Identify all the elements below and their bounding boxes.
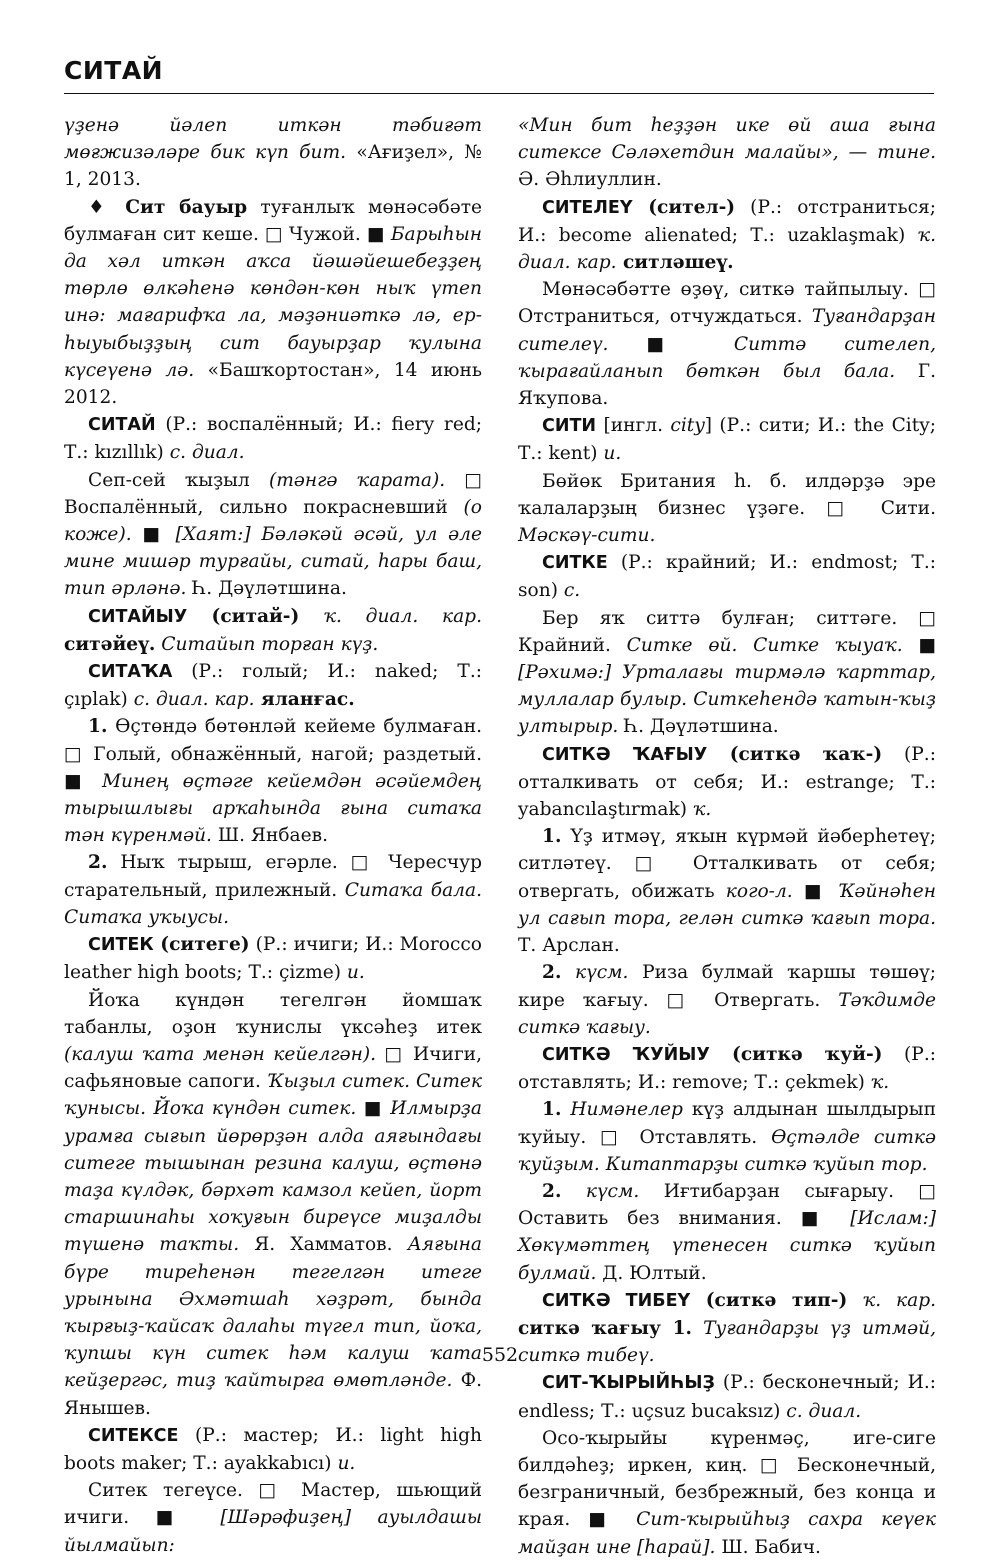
dictionary-entry	[518, 823, 936, 959]
text: ■	[356, 1098, 391, 1120]
italic-text: Тәҡдимде ситкә ҡағыу.	[518, 989, 936, 1038]
text: Һ. Дәүләтшина.	[618, 716, 779, 738]
dictionary-entry	[518, 194, 936, 277]
headword: СИТЕК	[88, 935, 154, 956]
dictionary-entry	[64, 931, 482, 986]
italic-text: и.	[346, 962, 365, 984]
italic-text: (тәнгә ҡарата).	[268, 469, 446, 491]
text: ■	[608, 333, 734, 355]
italic-text: күсм.	[561, 962, 629, 984]
bold-text: ситәйеү.	[64, 633, 156, 655]
italic-text: [Шәрәфиҙең] ауылдашы йылмайып:	[64, 1507, 483, 1556]
bold-text: (ситкә ҡуй-)	[709, 1043, 883, 1065]
headword: СИТАЙЫУ	[88, 606, 188, 627]
italic-text: Аяғына бүре тиреһенән тегелгән итеге урынына Әхмәтшаһ хәҙрәт, бында ҡырғыҙ-ҡайсаҡ далаһы түгел тип, йоҡа, ҡупшы күн ситек һәм калуш ҡата кейҙергәс, тиҙ ҡайтырға өмөтләнде.	[64, 1234, 482, 1392]
text: Мөнәсәбәтте өҙөү, ситкә тайпылыу. □ Отстраниться, отчуждаться.	[518, 279, 936, 328]
dictionary-entry	[518, 1041, 936, 1096]
italic-text: и.	[337, 1452, 356, 1474]
running-header	[64, 56, 934, 86]
italic-text: Ситтә сителеп, ҡырағайланып бөткән был бала.	[518, 333, 936, 382]
text: Ф. Янышев.	[64, 1370, 482, 1419]
text: Бер яҡ ситтә булған; ситтәге. □ Крайний.	[518, 607, 936, 656]
dictionary-entry	[518, 1425, 936, 1561]
text: Ныҡ тырыш, егәрле. □ Чересчур старательный, прилежный.	[64, 852, 482, 901]
text: ♦	[88, 196, 126, 218]
italic-text: Минең өҫтәге кейемдән әсәйемдең тырышлығы арҡаһында ғына ситаҡа тән күренмәй.	[64, 770, 482, 847]
italic-text: с. диал. кар.	[133, 689, 255, 711]
bold-text: 1.	[88, 716, 108, 738]
text: (Р.: бесконечный; И.: endless; Т.: uçsuz bucaksız)	[518, 1372, 936, 1422]
header-title: СИТАЙ	[64, 56, 164, 85]
headword: СИТ-ҠЫРЫЙҺЫҘ	[542, 1373, 715, 1394]
text: «Башҡортостан», 14 июнь 2012.	[64, 359, 482, 409]
headword: СИТКӘ ТИБЕҮ	[542, 1290, 691, 1311]
italic-text: күсм.	[561, 1180, 640, 1202]
dictionary-entry	[518, 112, 936, 194]
italic-text: [Рәхимә:] Урталағы тирмәлә ҡарттар, муллалар булыр. Ситкеһендә ҡатын-ҡыҙ ултырыр.	[518, 662, 936, 738]
bold-text: (ситкә ҡаҡ-)	[707, 743, 883, 765]
italic-text: ҡ.	[692, 799, 712, 821]
header-rule	[64, 93, 934, 94]
italic-text: кого-л.	[725, 880, 793, 902]
italic-text: Илмырҙа урамға сығып йөрөрҙән алда аяғындағы ситеге тышынан резина калуш, өҫтөнә таҙа күлдәк, бәрхәт камзол кейеп, йорт старшинаһы хоҡуғын биреүсе миҙалды түшенә таҡты.	[64, 1098, 482, 1256]
bold-text: (ситай-)	[187, 605, 324, 627]
italic-text: Нимәнелер	[561, 1099, 683, 1121]
text: Бөйөк Британия һ. б. илдәрҙә эре ҡалаларҙың бизнес үҙәге. □ Сити.	[518, 470, 936, 519]
dictionary-entry	[518, 1369, 936, 1424]
dictionary-entry	[64, 411, 482, 466]
dictionary-entry	[64, 112, 482, 194]
headword: СИТКЕ	[542, 553, 608, 574]
dictionary-entry	[64, 467, 482, 603]
bold-text: 2.	[542, 1180, 562, 1202]
text: (Р.: голый; И.: naked; Т.: çıplak)	[64, 661, 482, 711]
bold-text: 2.	[542, 962, 562, 984]
text: □ Воспалённый, сильно покрасневший	[64, 469, 483, 518]
italic-text: с. диал.	[169, 442, 245, 464]
text: Г. Яҡупова.	[518, 360, 936, 410]
dictionary-entry	[518, 741, 936, 824]
dictionary-entry	[64, 849, 482, 931]
italic-text: Сит-ҡырыйһыҙ сахра кеүек майҙан ине [һарай].	[518, 1509, 936, 1558]
headword: СИТЕКСЕ	[88, 1425, 179, 1446]
italic-text: (о коже).	[64, 496, 482, 546]
text: Иғтибарҙан сығарыу. □ Оставить без внимания. ■	[518, 1180, 936, 1230]
text: (Р.: отталкивать от себя; И.: estrange; Т.: yabancılaştırmak)	[518, 743, 936, 821]
text: Үҙ итмәү, яҡын күрмәй йәберһетеү; ситләтеү. □ Отталкивать от себя; отвергать, обижать	[518, 826, 936, 902]
bold-text: (сител-)	[632, 196, 736, 218]
italic-text: Ҡыҙыл ситек. Ситек ҡунысы. Йоҡа күндән ситек.	[64, 1071, 482, 1120]
dictionary-entry	[518, 1178, 936, 1287]
italic-text: үҙенә йәлеп иткән тәбиғәт мөғжизәләре бик күп бит.	[64, 115, 482, 164]
text: (Р.: отставлять; И.: remove; Т.: çekmek)	[518, 1043, 936, 1094]
italic-text: с. диал.	[786, 1400, 862, 1422]
text: ■	[792, 880, 838, 902]
dictionary-entry	[64, 194, 482, 412]
text: (Р.: отстраниться; И.: become alienated; Т.: uzaklaşmak)	[518, 196, 936, 246]
italic-text: Туғандарҙы үҙ итмәй, ситкә тибеү.	[518, 1317, 936, 1367]
left-column	[64, 112, 482, 1559]
dictionary-entry	[64, 603, 482, 658]
dictionary-entry	[64, 658, 482, 713]
italic-text: Ситке өй. Ситке ҡыуаҡ.	[626, 634, 903, 656]
bold-text: 1.	[542, 826, 562, 848]
text: ■	[902, 634, 936, 656]
italic-text: ҡ. кар.	[862, 1289, 937, 1311]
dictionary-entry	[518, 468, 936, 550]
dictionary-entry	[518, 605, 936, 741]
headword: СИТКӘ ҠАҒЫУ	[542, 744, 708, 765]
headword: СИТИ	[542, 416, 597, 437]
bold-text: Сит бауыр	[125, 196, 248, 218]
bold-text: ситкә ҡағыу 1.	[518, 1317, 693, 1339]
italic-text: и.	[603, 443, 622, 465]
text: Я. Хамматов.	[239, 1234, 408, 1256]
italic-text: city	[670, 415, 705, 437]
text: Риза булмай ҡаршы төшөү; кире ҡағыу. □ Отвергать.	[518, 962, 937, 1011]
bold-text: (ситкә тип-)	[690, 1289, 863, 1311]
italic-text: (калуш ҡата менән кейелгән).	[64, 1043, 376, 1065]
italic-text: ҡ. диал. кар.	[323, 605, 482, 627]
text: «Ағиҙел», № 1, 2013.	[64, 142, 482, 191]
text: Өҫтөндә бөтөнләй кейеме булмаған. □ Голый, обнажённый, нагой; раздетый. ■	[64, 716, 482, 792]
text: (Р.: воспалённый; И.: fiery red; Т.: kızıllık)	[64, 414, 482, 464]
dictionary-entry	[518, 1096, 936, 1178]
italic-text: Туғандарҙан сителеү.	[518, 306, 936, 355]
text: (Р.: ичиги; И.: Morocco leather high boots; Т.: çizme)	[64, 934, 482, 984]
dictionary-entry	[518, 412, 936, 467]
text: Д. Юлтый.	[596, 1262, 707, 1284]
text: Осо-ҡырыйы күренмәҫ, иге-сиге билдәһеҙ; иркен, киң. □ Бесконечный, безграничный, безбрежный, без конца и края. ■	[518, 1427, 936, 1531]
dictionary-entry	[518, 276, 936, 412]
headword: СИТАЙ	[88, 415, 156, 436]
italic-text: «Мин бит һеҙҙән ике өй аша ғына ситексе Сәләхетдин малайы», — тине.	[518, 115, 936, 164]
text: Йоҡа күндән тегелгән йомшаҡ табанлы, оҙон ҡунислы үксәһеҙ итек	[64, 989, 482, 1038]
italic-text: [Хаят:] Бәләкәй әсәй, ул әле мине мишәр турғайы, ситай, һары баш, тип әрләнә.	[64, 524, 482, 600]
italic-text: с.	[563, 580, 581, 602]
text: Һ. Дәүләтшина.	[186, 578, 347, 600]
italic-text: [Ислам:] Хөкүмәттең үтенесен ситкә ҡуйып булмай.	[518, 1208, 936, 1284]
headword: СИТКӘ ҠУЙЫУ	[542, 1044, 710, 1065]
italic-text: ҡ.	[870, 1072, 890, 1094]
dictionary-entry	[64, 1477, 482, 1559]
bold-text: 1.	[542, 1099, 562, 1121]
dictionary-entry	[518, 549, 936, 604]
text: Ә. Әһлиуллин.	[518, 169, 662, 191]
bold-text: (ситеге)	[153, 934, 250, 956]
text: Сеп-сей ҡыҙыл	[88, 469, 269, 491]
italic-text: ҡ. диал. кар.	[518, 224, 936, 274]
italic-text: Ҡәйнәһен ул сағып тора, гелән ситкә ҡағып тора.	[518, 880, 936, 929]
italic-text: Өҫтәлде ситкә ҡуйҙым. Китаптарҙы ситкә ҡуйып тор.	[518, 1126, 936, 1175]
page-number: 552	[481, 1344, 519, 1366]
headword: СИТАҠА	[88, 662, 173, 683]
dictionary-entry	[518, 959, 936, 1041]
text: Ситек тегеүсе. □ Мастер, шьющий ичиги. ■	[64, 1480, 482, 1529]
text: (Р.: крайний; И.: endmost; Т.: son)	[518, 552, 936, 602]
text: ■	[131, 524, 176, 546]
text: күҙ алдынан шылдырып ҡуйыу. □ Отставлять.	[518, 1099, 936, 1148]
bold-text: 2.	[88, 852, 108, 874]
bold-text: яланғас.	[254, 689, 355, 711]
text: [ингл.	[596, 415, 671, 437]
headword: СИТЕЛЕҮ	[542, 197, 633, 218]
italic-text: Ситаҡа бала. Ситаҡа уҡыусы.	[64, 879, 483, 928]
bold-text: ситләшеү.	[616, 252, 734, 274]
text: ] (Р.: сити; И.: the City; Т.: kent)	[518, 415, 936, 465]
text: туғанлыҡ мөнәсәбәте булмаған сит кеше. □ Чужой. ■	[64, 196, 482, 245]
italic-text: Мәскәү-сити.	[518, 525, 656, 547]
dictionary-entry	[64, 713, 482, 849]
italic-text: Ситайып торған күҙ.	[155, 633, 379, 655]
text: Т. Арслан.	[518, 935, 620, 957]
italic-text: Барыһын да хәл иткән аҡса йәшәйешебеҙҙең төрлө өлкәһенә көндән-көн ныҡ үтеп инә: мағарифҡа ла, мәҙәниәткә лә, ер-һыуыбыҙҙың сит бауырҙар ҡулына күсеүенә лә.	[64, 223, 482, 381]
text: (Р.: мастер; И.: light high boots maker; Т.: ayakkabıcı)	[64, 1424, 482, 1474]
text: Ш. Янбаев.	[211, 825, 329, 847]
text: □ Ичиги, сафьяновые сапоги.	[64, 1043, 482, 1093]
dictionary-entry	[64, 1422, 482, 1477]
text: Ш. Бабич.	[715, 1536, 821, 1558]
